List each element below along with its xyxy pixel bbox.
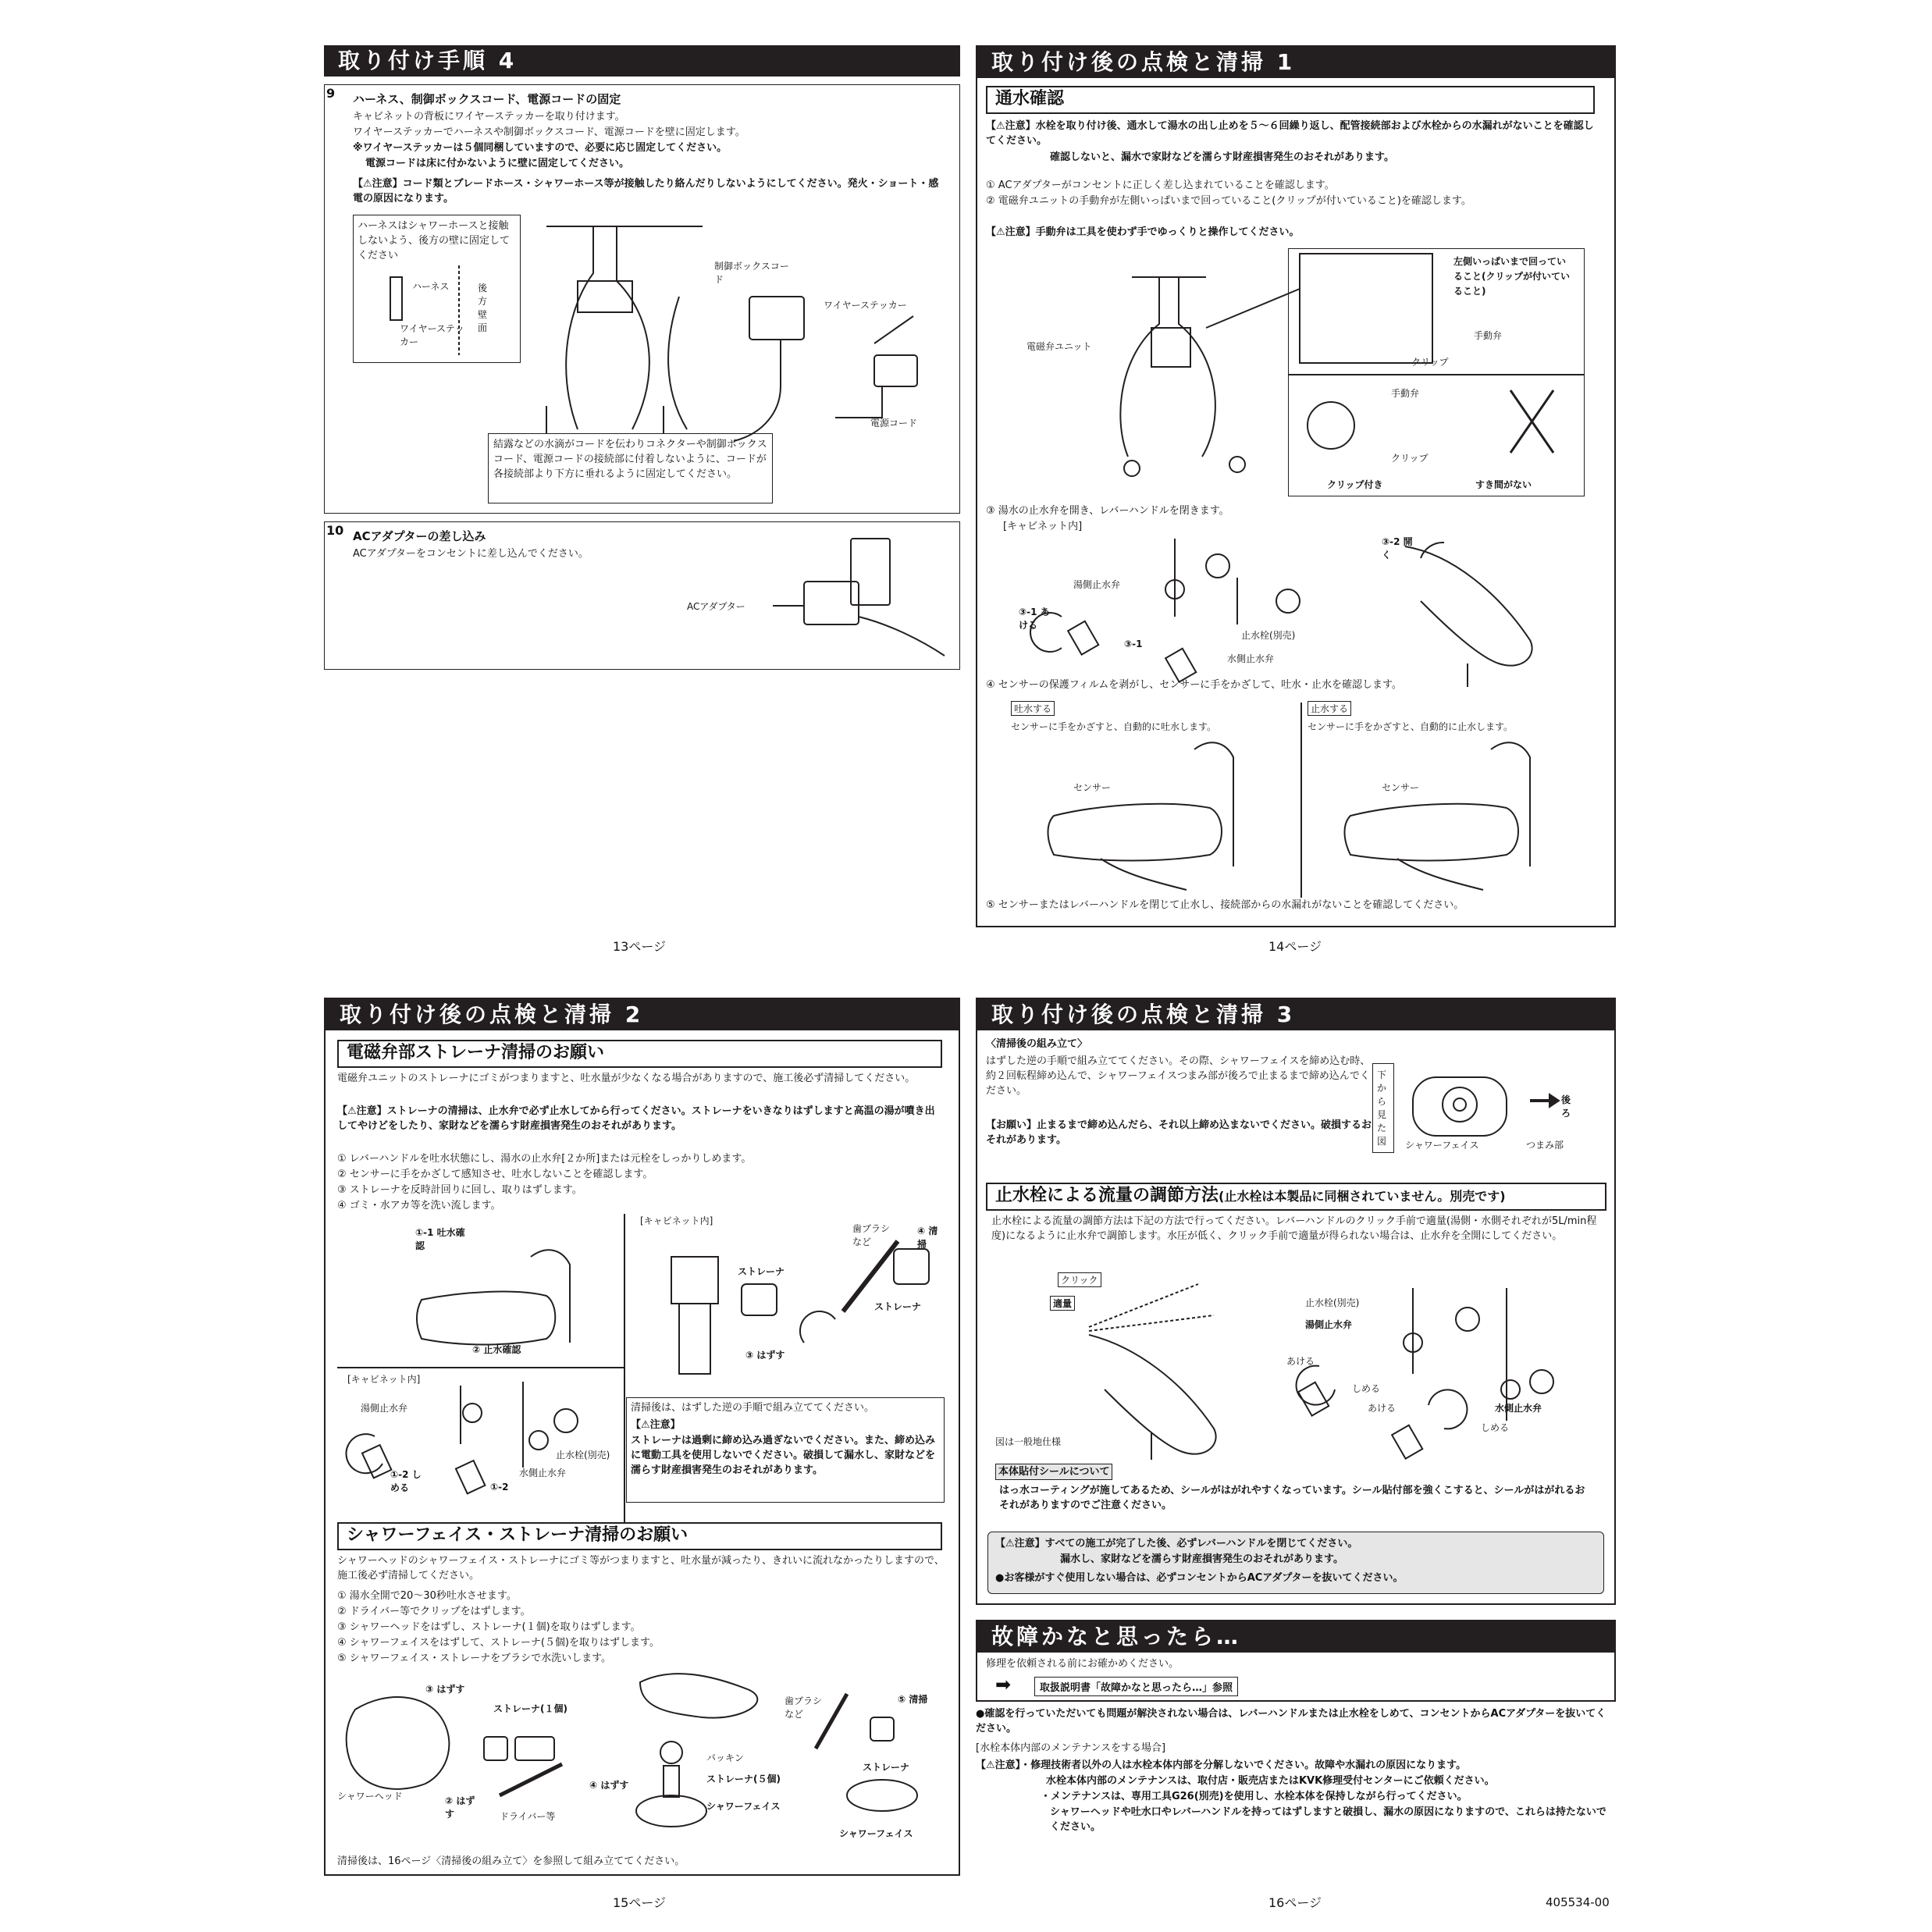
page16-title: 取り付け後の点検と清掃 3 [977,999,1614,1030]
label-knob: つまみ部 [1526,1140,1564,1151]
p16-flow: 止水栓による流量の調節方法は下記の方法で行ってください。レバーハンドルのクリック手前で適量(湯側・水側それぞれが5L/min程度)になるように止水弁で調節します。水圧が低く、クリック手前で適量が得られない場合は、止水弁を全開にしてください。 [991,1215,1597,1242]
p16-flow-title: 止水栓による流量の調節方法 [995,1186,1219,1205]
label-strainer-3: ストレーナ [863,1762,910,1773]
maintenance-2b: シャワーヘッドや吐水口やレバーハンドルを持ってはずしますと破損し、漏水の原因になりますので、これらは持たないでください。 [1050,1806,1606,1833]
label-clean-4: ④ 清掃 [917,1226,938,1250]
p14-step4: ④ センサーの保護フィルムを剥がし、センサーに手をかざして、吐水・止水を確認します。 [986,679,1402,691]
p16-seal-heading [995,1464,1112,1480]
label-cold-valve: 水側止水弁 [1227,653,1275,664]
page13-number: 13ページ [613,939,667,954]
step9-line2: ワイヤーステッカーでハーネスや制御ボックスコード、電源コードを壁に固定します。 [353,126,745,138]
p16-seal: はっ水コーティングが施してあるため、シールがはがれやすくなっています。シール貼付部を強くこすると、シールがはがれるおそれがありますのでご注意ください。 [999,1485,1585,1511]
label-open-3-1: ③-1 あける [1019,607,1050,631]
p15-intro: 電磁弁ユニットのストレーナにゴミがつまりますと、吐水量が少なくなる場合がありますので、施工後必ず清掃してください。 [337,1073,916,1084]
page13-title: 取り付け手順 4 [324,45,960,76]
label-wire-sticker: ワイヤーステッカー [824,300,907,311]
desc-water-off: センサーに手をかざすと、自動的に止水します。 [1308,721,1514,732]
label-toothbrush-2: 歯ブラシなど [785,1695,823,1720]
label-hot-valve-p15: 湯側止水弁 [361,1403,408,1414]
label-close-p16: しめる [1352,1383,1381,1394]
p14-step5: ⑤ センサーまたはレバーハンドルを閉じて止水し、接続部からの水漏れがないことを確認してください。 [986,899,1464,911]
p15-step2-1: ① 湯水全開で20～30秒吐水させます。 [337,1590,517,1602]
step10-line: ACアダプターをコンセントに差し込んでください。 [353,548,589,560]
p15-step2-3: ③ シャワーヘッドをはずし、ストレーナ(１個)を取りはずします。 [337,1621,641,1633]
trouble-arrow-icon: ➡ [995,1674,1012,1695]
label-remove-2: ② はずす [445,1795,475,1820]
p15-caution2: ストレーナは過剰に締め込み過ぎないでください。また、締め込みに電動工具を使用しないでください。破損して漏水し、家財などを濡らす財産損害発生のおそれがあります。 [631,1435,936,1476]
label-stop-valve: 止水栓(別売) [1241,630,1296,641]
p16-assembly-heading: 〈清掃後の組み立て〉 [986,1038,1088,1050]
step9-callout2-text: 結露などの水滴がコードを伝わりコネクターや制御ボックスコード、電源コードの接続部に付着しないように、コードが各接続部より下方に垂れるように固定してください。 [493,439,767,480]
label-hot-valve-p16: 湯側止水弁 [1305,1319,1353,1330]
p15-step2-5: ⑤ シャワーフェイス・ストレーナをブラシで水洗いします。 [337,1653,612,1664]
step9-heading: ハーネス、制御ボックスコード、電源コードの固定 [353,92,621,106]
p15-sub2: シャワーフェイス・ストレーナ清掃のお願い [337,1522,942,1550]
step9-note1: ※ワイヤーステッカーは５個同梱していますので、必要に応じ固定してください。 [353,142,728,154]
p14-cabinet: [キャビネット内] [1003,521,1083,532]
label-wire-sticker-small: ワイヤーステッカー [400,323,464,347]
step9-note2: 電源コードは床に付かないように壁に固定してください。 [365,158,630,169]
p16-final1: 【⚠注意】すべての施工が完了した後、必ずレバーハンドルを閉じてください。 [995,1538,1358,1550]
label-cold-valve-p16: 水側止水弁 [1495,1403,1542,1414]
label-sensor-off: センサー [1382,782,1420,793]
label-manual-valve-2: 手動弁 [1391,388,1420,399]
label-driver: ドライバー等 [500,1811,556,1822]
label-open-3-1b: ③-1 [1124,639,1143,649]
tag-water-on-text: 吐水する [1011,701,1055,716]
label-toothbrush: 歯ブラシなど [852,1223,891,1247]
p16-assembly: はずした逆の手順で組み立ててください。その際、シャワーフェイスを締め込む時、約２回転程締め込んで、シャワーフェイスつまみ部が後ろで止まるまで締め込んでください。 [986,1055,1371,1097]
p16-flow-note: (止水栓は本製品に同梱されていません。別売です) [1219,1189,1506,1204]
step9-caution: 【⚠注意】コード類とブレードホース・シャワーホース等が接触したり絡んだりしないようにしてください。発火・ショート・感電の原因になります。 [353,178,939,205]
p15-caution: 【⚠注意】ストレーナの清掃は、止水弁で必ず止水してから行ってください。ストレーナをいきなりはずしますと高温の湯が噴き出してやけどをしたり、家財などを濡らす財産損害発生のおそれがあります。 [337,1105,935,1132]
label-shower-face-p16: シャワーフェイス [1405,1140,1479,1151]
label-shower-face-2: シャワーフェイス [839,1828,913,1839]
p16-assembly-request: 【お願い】止まるまで締め込んだら、それ以上締め込まないでください。破損するおそれがあります。 [986,1119,1372,1146]
p15-step1: ① レバーハンドルを吐水状態にし、湯水の止水弁[２か所]または元栓をしっかりしめます。 [337,1153,752,1165]
label-with-clip: クリップ付き [1327,479,1383,490]
label-remove-3: ③ はずす [745,1350,785,1361]
label-shower-head: シャワーヘッド [337,1791,403,1802]
label-general-spec: 図は一般地仕様 [995,1436,1062,1447]
page16-number: 16ページ [1268,1895,1322,1910]
label-power-cord: 電源コード [870,418,918,429]
p15-after: 清掃後は、はずした逆の手順で組み立ててください。 [631,1402,875,1414]
step10-heading: ACアダプターの差し込み [353,529,486,543]
maintenance-heading: [水栓本体内部のメンテナンスをする場合] [976,1742,1166,1754]
p14-caution1b: 確認しないと、漏水で家財などを濡らす財産損害発生のおそれがあります。 [1050,151,1394,163]
label-remove-3b: ③ はずす [425,1684,465,1695]
label-clip-2: クリップ [1391,453,1429,464]
label-clip: クリップ [1411,357,1449,368]
label-close-2: ①-2 [490,1482,509,1493]
label-open2-p16: あける [1368,1403,1397,1414]
label-strainer-1: ストレーナ(１個) [493,1703,568,1714]
label-cabinet-inside: [キャビネット内] [640,1215,713,1226]
label-strainer-5: ストレーナ(５個) [706,1774,781,1784]
p15-intro2: シャワーヘッドのシャワーフェイス・ストレーナにゴミ等がつまりますと、吐水量が減ったり、きれいに流れなかったりしますので、施工後必ず清掃してください。 [337,1555,945,1582]
p14-caution1: 【⚠注意】水栓を取り付け後、通水して湯水の出し止めを５～６回繰り返し、配管接続部および水栓からの水漏れがないことを確認してください。 [986,120,1594,147]
label-harness: ハーネス [412,281,450,292]
label-hot-valve: 湯側止水弁 [1073,579,1121,590]
trouble-ref [1034,1677,1238,1696]
trouble-ref-text: 取扱説明書「故障かなと思ったら…」参照 [1034,1677,1238,1696]
label-packing: パッキン [706,1752,744,1763]
p15-step4: ④ ゴミ・水アカ等を洗い流します。 [337,1200,501,1212]
trouble-line2: ●確認を行っていただいても問題が解決されない場合は、レバーハンドルまたは止水栓をしめて、コンセントからACアダプターを抜いてください。 [976,1708,1606,1735]
label-manual-valve: 手動弁 [1474,330,1503,341]
label-back: 後ろ [1561,1094,1571,1119]
label-back-wall: 後方壁面 [478,283,488,333]
page14-number: 14ページ [1268,939,1322,954]
p16-seal-tag: 本体貼付シールについて [995,1464,1112,1480]
label-stop-valve-p16: 止水栓(別売) [1305,1297,1360,1308]
p15-step3: ③ ストレーナを反時計回りに回し、取りはずします。 [337,1184,582,1196]
p15-sub1: 電磁弁部ストレーナ清掃のお願い [337,1040,942,1068]
label-ac-adapter: ACアダプター [687,601,745,612]
p16-final2: ●お客様がすぐ使用しない場合は、必ずコンセントからACアダプターを抜いてください。 [995,1572,1404,1584]
label-water-off-check: ② 止水確認 [472,1344,521,1355]
p15-step2: ② センサーに手をかざして感知させ、吐水しないことを確認します。 [337,1169,653,1180]
maintenance-1b: 水栓本体内部のメンテナンスは、取付店・販売店またはKVK修理受付センターにご依頼ください。 [1046,1775,1495,1787]
label-no-gap: すき間がない [1475,479,1532,490]
label-remove-4: ④ はずす [589,1780,629,1791]
step10-number: 10 [326,523,344,538]
step9-callout1-text: ハーネスはシャワーホースと接触しないよう、後方の壁に固定してください [358,220,511,262]
step9-number: 9 [326,86,336,101]
label-control-box-cord: 制御ボックスコード [714,261,789,285]
p16-final1b: 漏水し、家財などを濡らす財産損害発生のおそれがあります。 [1060,1553,1343,1565]
label-close2-p16: しめる [1481,1422,1510,1433]
desc-water-on: センサーに手をかざすと、自動的に吐水します。 [1011,721,1217,732]
label-open-3-2: ③-2 開く [1382,536,1413,560]
label-clean-5: ⑤ 清掃 [898,1694,928,1705]
page15-title: 取り付け後の点検と清掃 2 [326,999,959,1030]
label-close-1: ①-2 しめる [390,1469,422,1493]
label-proper-text: 適量 [1050,1296,1075,1311]
label-cabinet-inside-2: [キャビネット内] [347,1374,421,1385]
label-strainer-2: ストレーナ [874,1301,922,1312]
label-stop-valve-p15: 止水栓(別売) [556,1450,610,1461]
document-number: 405534-00 [1546,1895,1610,1909]
tag-water-off-text: 止水する [1308,701,1351,716]
label-sensor-on: センサー [1073,782,1112,793]
trouble-line1: 修理を依頼される前にお確かめください。 [986,1658,1179,1670]
p15-caution2-head: 【⚠注意】 [631,1419,681,1431]
p15-footer: 清掃後は、16ページ〈清掃後の組み立て〉を参照して組み立ててください。 [337,1856,685,1867]
label-water-on-check: ①-1 吐水確認 [415,1227,465,1251]
label-shower-face: シャワーフェイス [706,1801,781,1812]
label-cold-valve-p15: 水側止水弁 [519,1468,567,1478]
p14-step3: ③ 湯水の止水弁を開き、レバーハンドルを閉きます。 [986,505,1229,517]
maintenance-2: ・メンテナンスは、専用工具G26(別売)を使用し、水栓本体を保持しながら行ってください。 [1041,1791,1468,1802]
label-solenoid-unit: 電磁弁ユニット [1026,341,1092,352]
step9-line1: キャビネットの背板にワイヤーステッカーを取り付けます。 [353,111,625,123]
p14-caution2: 【⚠注意】手動弁は工具を使わず手でゆっくりと操作してください。 [986,226,1300,238]
maintenance-1: 【⚠注意】・修理技術者以外の人は水栓本体内部を分解しないでください。故障や水漏れの原因になります。 [976,1759,1467,1771]
page15-number: 15ページ [613,1895,667,1910]
label-view-from-below: 下から見た図 [1377,1069,1387,1147]
label-click-text: クリック [1058,1272,1101,1287]
p15-step2-4: ④ シャワーフェイスをはずして、ストレーナ(５個)を取りはずします。 [337,1637,660,1649]
label-strainer: ストレーナ [738,1266,785,1277]
label-open-p16: あける [1286,1356,1315,1367]
page14-subheading: 通水確認 [986,86,1595,114]
trouble-title: 故障かなと思ったら… [977,1621,1614,1653]
p14-step1: ① ACアダプターがコンセントに正しく差し込まれていることを確認します。 [986,180,1335,191]
p15-step2-2: ② ドライバー等でクリップをはずします。 [337,1606,531,1617]
label-left-full: 左側いっぱいまで回っていること(クリップが付いていること) [1453,256,1571,297]
page14-title: 取り付け後の点検と清掃 1 [977,47,1614,78]
p14-step2: ② 電磁弁ユニットの手動弁が左側いっぱいまで回っていること(クリップが付いていること)を確認します。 [986,195,1471,207]
